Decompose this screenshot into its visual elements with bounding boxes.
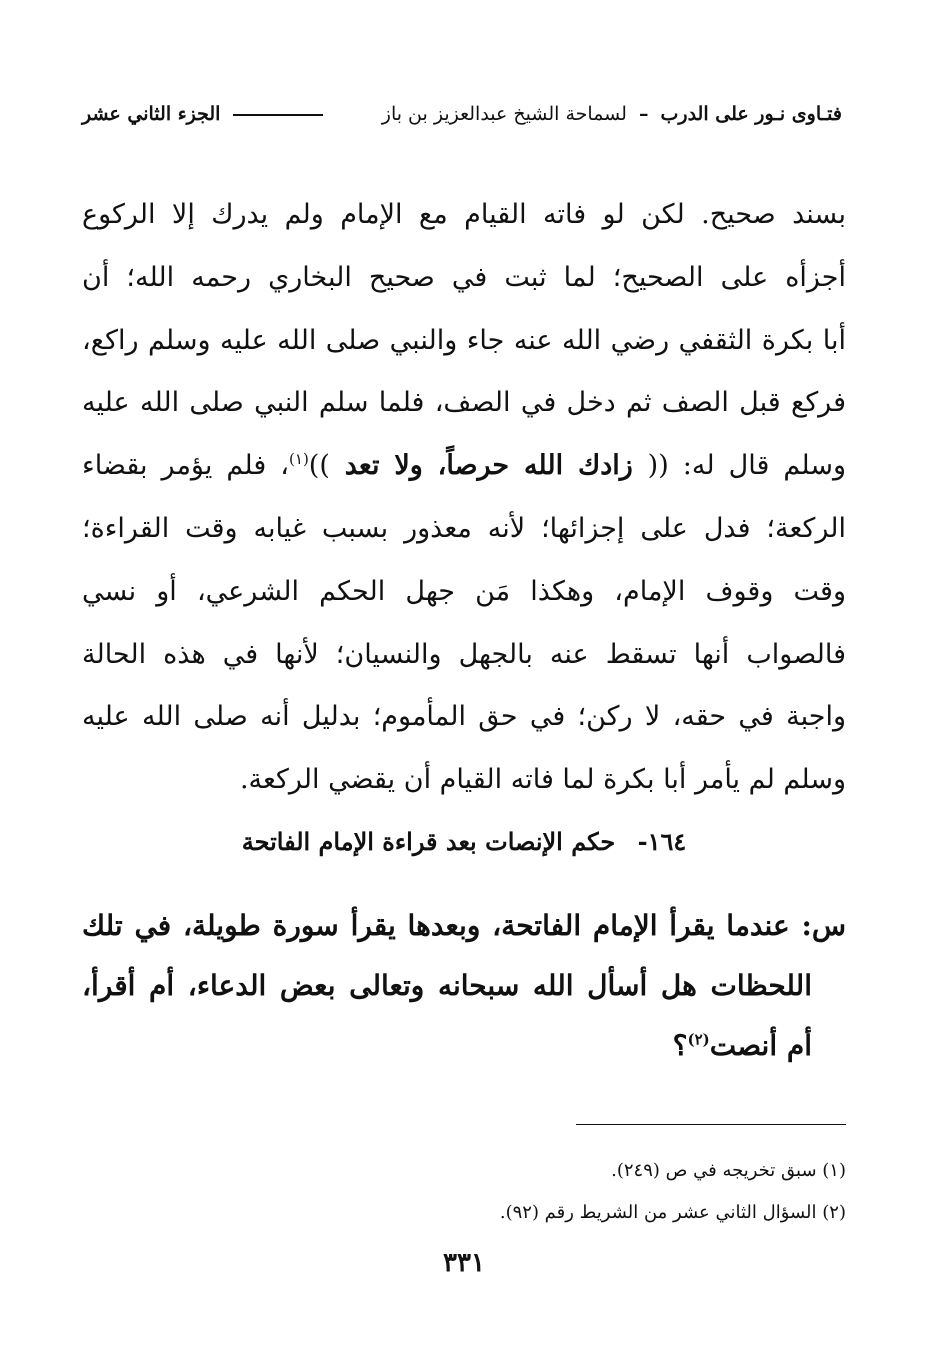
body-line: وقت وقوف الإمام، وهكذا مَن جهل الحكم الشرعي، أو نسي xyxy=(82,575,846,607)
section-number: ١٦٤- xyxy=(637,827,687,856)
header-right-group xyxy=(82,103,329,125)
body-line: بسند صحيح. لكن لو فاته القيام مع الإمام ولم يدرك إلا الركوع xyxy=(82,199,846,230)
question-line-last xyxy=(82,1016,846,1076)
footnote-2: (٢) السؤال الثاني عشر من الشريط رقم (٩٢). xyxy=(499,1202,846,1223)
header-dash: – xyxy=(638,103,649,125)
header-left-group xyxy=(382,103,842,125)
hadith-quote: زادك الله حرصاً، ولا تعد xyxy=(329,450,648,482)
footnote-ref-2: (٢) xyxy=(687,1030,710,1049)
footnote-1: (١) سبق تخريجه في ص (٢٤٩). xyxy=(611,1160,846,1181)
footnote-ref-1: (١) xyxy=(289,450,309,469)
running-header xyxy=(82,96,842,132)
body-line-hadith xyxy=(82,435,846,498)
section-title-text: حكم الإنصات بعد قراءة الإمام الفاتحة xyxy=(241,827,616,856)
body-line: فركع قبل الصف ثم دخل في الصف، فلما سلم النبي صلى الله عليه xyxy=(82,387,846,419)
author-name: لسماحة الشيخ عبدالعزيز بن باز xyxy=(381,103,627,125)
page-number: ٣٣١ xyxy=(443,1248,485,1278)
part-label: الجزء الثاني عشر xyxy=(82,103,221,125)
body-line: الركعة؛ فدل على إجزائها؛ لأنه معذور بسبب غيابه وقت القراءة؛ xyxy=(82,512,846,544)
body-line: أبا بكرة الثقفي رضي الله عنه جاء والنبي صلى الله عليه وسلم راكع، xyxy=(82,324,846,356)
hadith-continuation: ، فلم يؤمر بقضاء xyxy=(82,450,290,482)
hadith-intro: وسلم قال له: (( xyxy=(647,450,846,482)
header-rule xyxy=(233,114,323,116)
question-mark: ؟ xyxy=(672,1029,688,1062)
question-end-text: أم أنصت xyxy=(709,1029,812,1062)
body-line: فالصواب أنها تسقط عنه بالجهل والنسيان؛ لأنها في هذه الحالة xyxy=(82,638,846,670)
question-paragraph xyxy=(82,896,846,1076)
body-line: وسلم لم يأمر أبا بكرة لما فاته القيام أن يقضي الركعة. xyxy=(239,764,846,796)
footnotes xyxy=(82,1150,846,1234)
body-line: أجزأه على الصحيح؛ لما ثبت في صحيح البخاري رحمه الله؛ أن xyxy=(82,261,846,293)
hadith-close: )) xyxy=(308,450,330,482)
body-paragraph xyxy=(82,184,846,812)
book-title: فتـاوى نـور على الدرب xyxy=(660,103,842,125)
section-heading xyxy=(82,822,846,862)
question-line: س: عندما يقرأ الإمام الفاتحة، وبعدها يقرأ سورة طويلة، في تلك xyxy=(82,909,846,942)
body-line: واجبة في حقه، لا ركن؛ في حق المأموم؛ بدليل أنه صلى الله عليه xyxy=(82,701,846,733)
footnote-separator xyxy=(576,1124,846,1125)
question-line: اللحظات هل أسأل الله سبحانه وتعالى بعض الدعاء، أم أقرأ، xyxy=(82,969,812,1002)
